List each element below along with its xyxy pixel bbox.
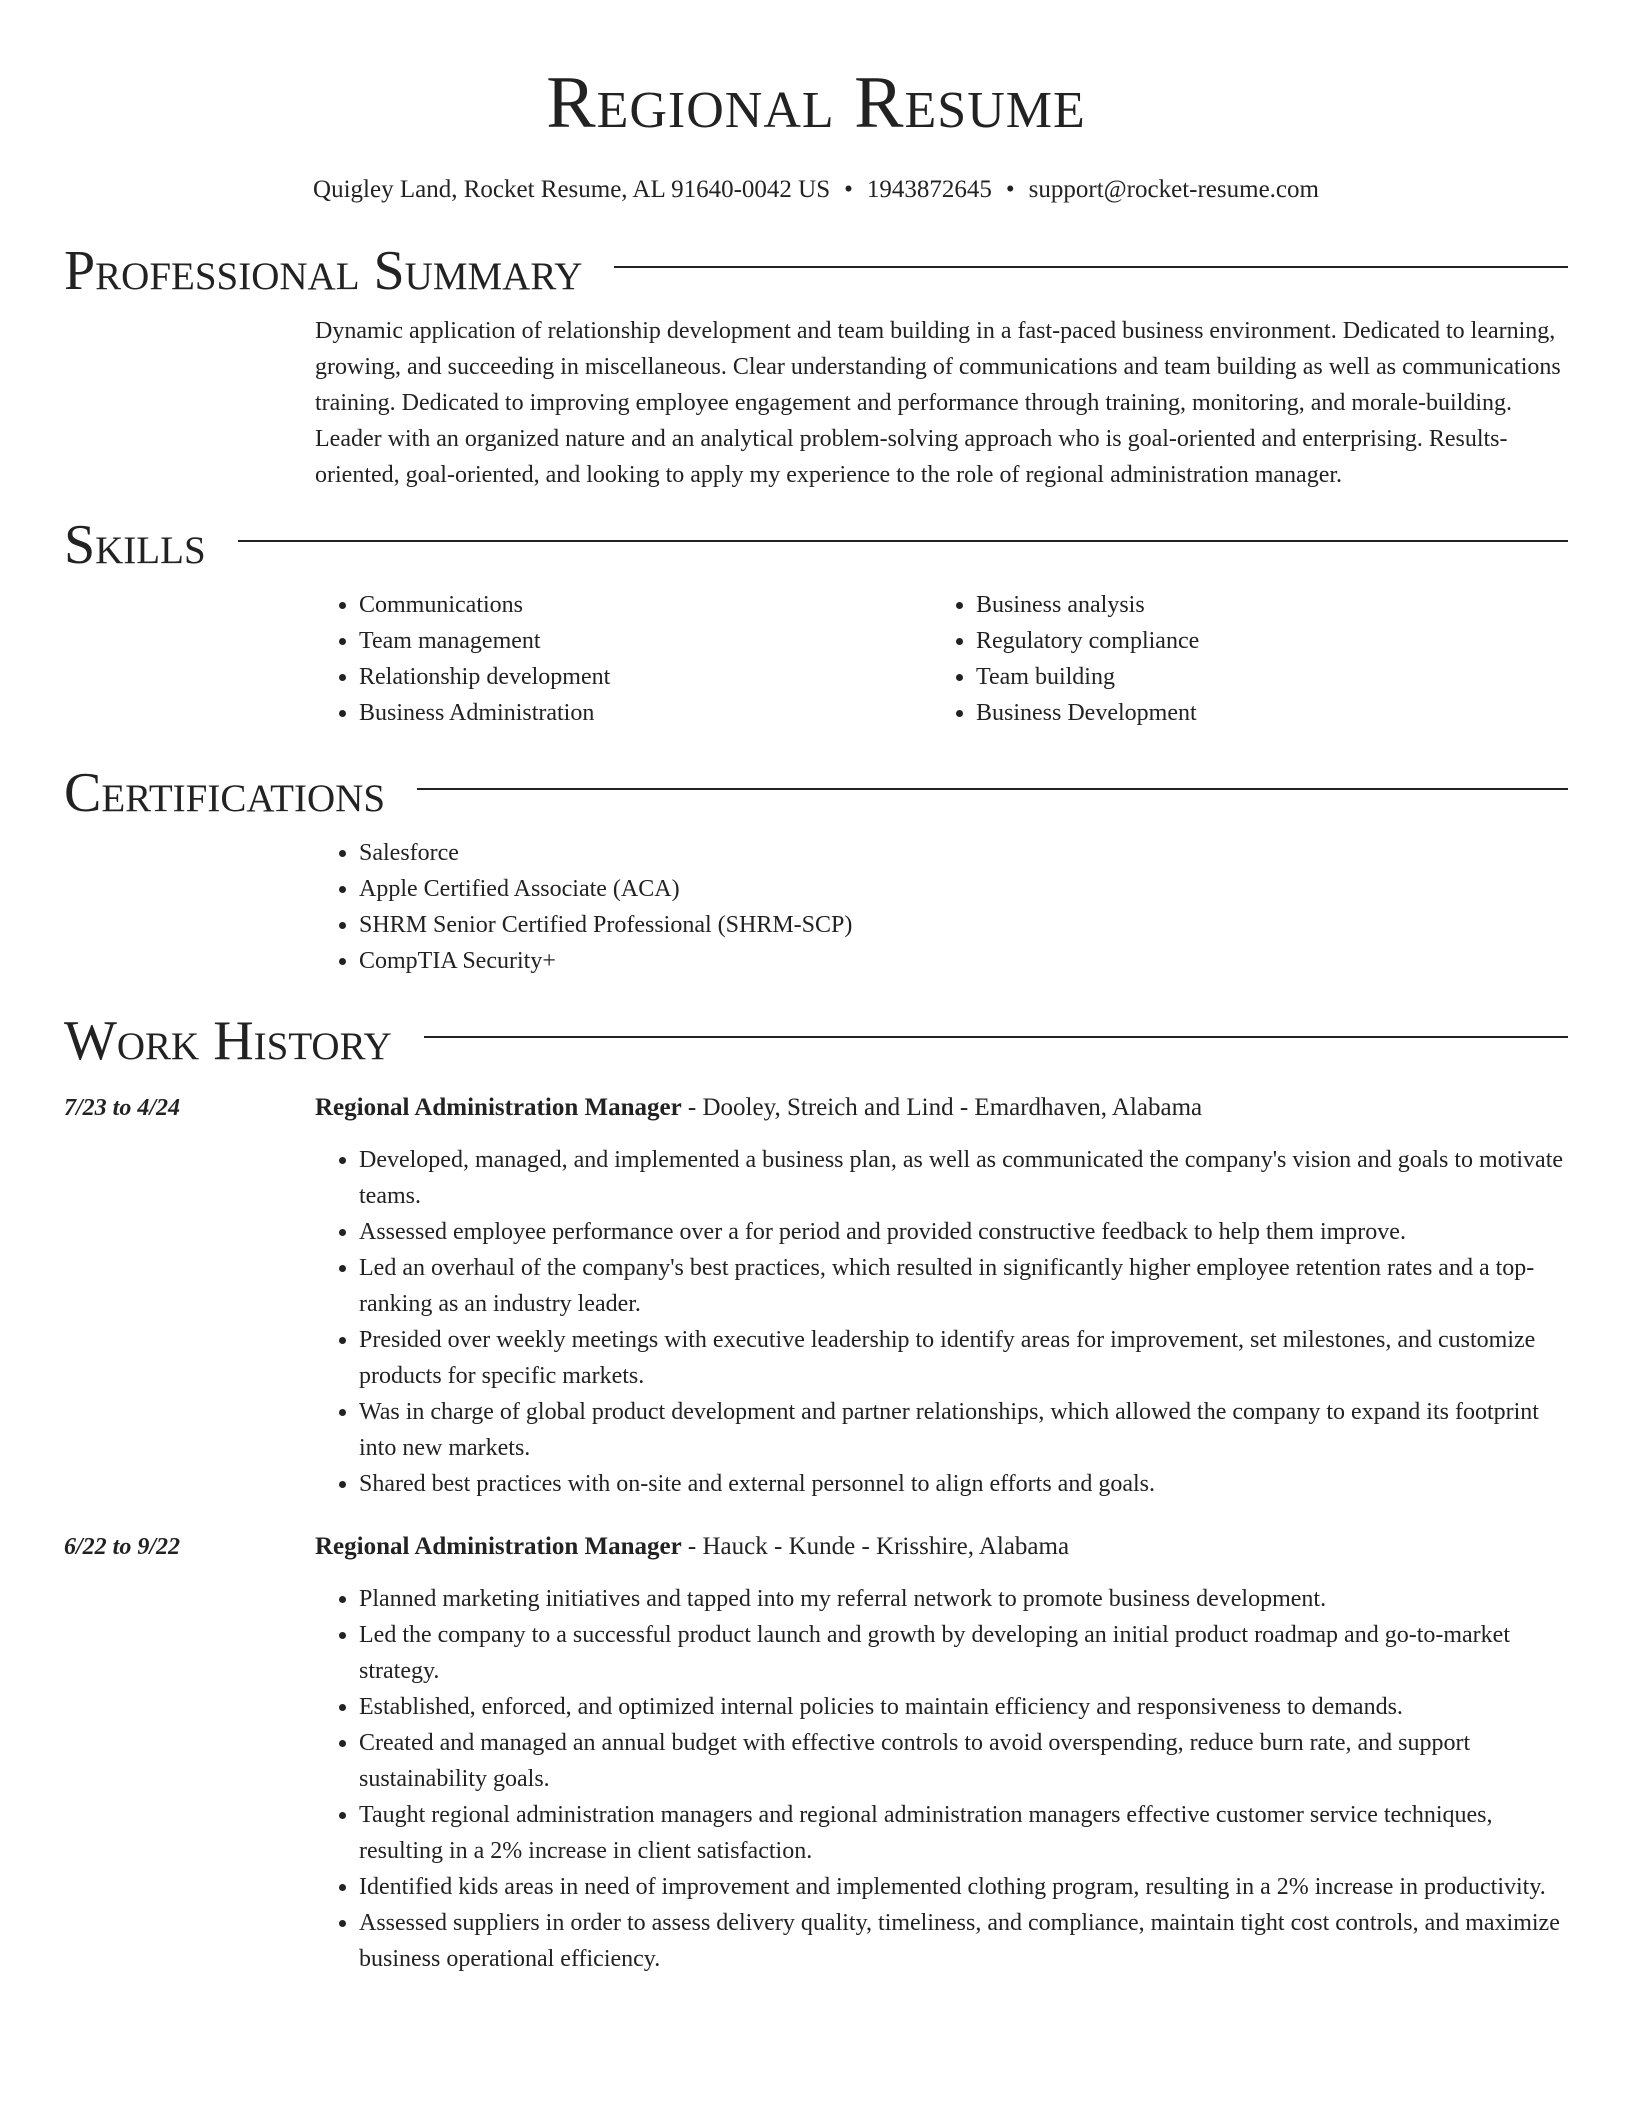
certifications-items (315, 835, 1568, 979)
list-item: • Shared best practices with on-site and external personnel to align efforts and goals. (359, 1466, 1568, 1502)
list-item: • Business Administration (359, 695, 932, 731)
list-item: • Created and managed an annual budget with effective controls to avoid overspending, reduce burn rate, and support sustainability goals. (359, 1725, 1568, 1797)
contact-separator: • (1005, 176, 1015, 203)
job-bullets (315, 1142, 1568, 1502)
skills-section-header (64, 514, 1568, 576)
list-item: • Communications (359, 587, 932, 623)
contact-line (64, 176, 1568, 204)
job-company: Dooley, Streich and Lind - Emardhaven, Alabama (702, 1094, 1203, 1121)
job-company-separator: - (681, 1094, 703, 1121)
contact-separator: • (844, 176, 853, 203)
list-item: • Presided over weekly meetings with executive leadership to identify areas for improvement, set milestones, and customize products for specific markets. (359, 1322, 1568, 1394)
job-title: Regional Administration Manager (315, 1094, 682, 1121)
summary-text: Dynamic application of relationship development and team building in a fast-paced business environment. Dedicated to learning, growing, and succeeding in miscellaneous. Clear understanding of communications and team building as well as communications training. Dedicated to improving employee engagement and performance through training, monitoring, and morale-building. Leader with an organized nature and an analytical problem-solving approach who is goal-oriented and enterprising. Results-oriented, goal-oriented, and looking to apply my experience to the role of regional administration manager. (315, 318, 1561, 488)
list-item: • CompTIA Security+ (359, 943, 1568, 979)
job-company: Hauck - Kunde - Krisshire, Alabama (702, 1533, 1070, 1560)
job-heading (315, 1093, 1568, 1123)
certifications-list (315, 835, 1568, 979)
list-item: • Was in charge of global product development and partner relationships, which allowed the company to expand its footprint into new markets. (359, 1394, 1568, 1466)
job-entry (64, 1093, 1568, 1502)
job-title: Regional Administration Manager (315, 1533, 682, 1560)
contact-address: Quigley Land, Rocket Resume, AL 91640-0042 US (313, 176, 831, 203)
section-divider (614, 266, 1568, 268)
list-item: • Regulatory compliance (976, 623, 1549, 659)
list-item: • Led an overhaul of the company's best practices, which resulted in significantly higher employee retention rates and a top-ranking as an industry leader. (359, 1250, 1568, 1322)
contact-email[interactable]: support@rocket-resume.com (1028, 176, 1319, 203)
job-dates: 7/23 to 4/24 (64, 1095, 181, 1121)
list-item: • Team building (976, 659, 1549, 695)
list-item: • Taught regional administration managers and regional administration managers effective customer service techniques, resulting in a 2% increase in client satisfaction. (359, 1797, 1568, 1869)
skills-list (315, 587, 1568, 731)
skills-column-left (315, 587, 932, 731)
job-entry (64, 1532, 1568, 1977)
job-bullets (315, 1581, 1568, 1977)
contact-phone: 1943872645 (866, 176, 992, 203)
skills-section-title: Skills (64, 514, 206, 576)
work-section-header (64, 1010, 1568, 1072)
job-details (315, 1532, 1568, 1977)
job-company-separator: - (681, 1533, 703, 1560)
list-item: • Identified kids areas in need of improvement and implemented clothing program, resulting in a 2% increase in productivity. (359, 1869, 1568, 1905)
list-item: • Business analysis (976, 587, 1549, 623)
list-item: • SHRM Senior Certified Professional (SHRM-SCP) (359, 907, 1568, 943)
job-heading (315, 1532, 1568, 1562)
job-details (315, 1093, 1568, 1502)
list-item: • Relationship development (359, 659, 932, 695)
list-item: • Led the company to a successful product launch and growth by developing an initial product roadmap and go-to-market strategy. (359, 1617, 1568, 1689)
list-item: • Business Development (976, 695, 1549, 731)
list-item: • Planned marketing initiatives and tapped into my referral network to promote business development. (359, 1581, 1568, 1617)
skills-column-right (932, 587, 1549, 731)
work-section-title: Work History (64, 1010, 392, 1072)
resume-name: Regional Resume (546, 62, 1086, 144)
list-item: • Established, enforced, and optimized internal policies to maintain efficiency and responsiveness to demands. (359, 1689, 1568, 1725)
section-divider (417, 788, 1568, 790)
certifications-section-title: Certifications (64, 762, 386, 824)
summary-section-header (64, 240, 1568, 302)
certifications-section-header (64, 762, 1568, 824)
summary-section-title: Professional Summary (64, 240, 583, 302)
section-divider (424, 1036, 1568, 1038)
list-item: • Developed, managed, and implemented a business plan, as well as communicated the company's vision and goals to motivate teams. (359, 1142, 1568, 1214)
section-divider (238, 540, 1568, 542)
list-item: • Salesforce (359, 835, 1568, 871)
resume-page (64, 0, 1568, 1977)
list-item: • Apple Certified Associate (ACA) (359, 871, 1568, 907)
list-item: • Assessed suppliers in order to assess delivery quality, timeliness, and compliance, maintain tight cost controls, and maximize business operational efficiency. (359, 1905, 1568, 1977)
list-item: • Assessed employee performance over a for period and provided constructive feedback to help them improve. (359, 1214, 1568, 1250)
job-dates: 6/22 to 9/22 (64, 1534, 181, 1560)
list-item: • Team management (359, 623, 932, 659)
